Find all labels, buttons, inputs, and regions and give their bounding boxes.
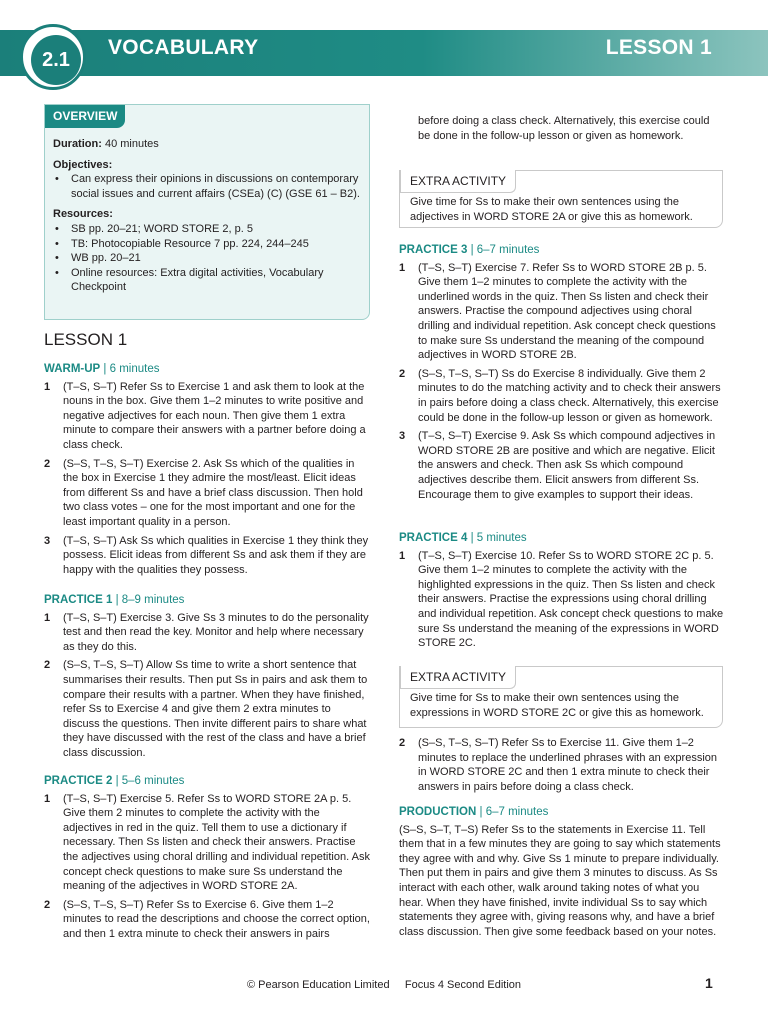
resources-label: Resources: bbox=[53, 208, 113, 221]
page-number: 1 bbox=[705, 975, 713, 991]
overview-tab: OVERVIEW bbox=[45, 105, 125, 128]
list-item: 2 (S–S, T–S, S–T) Ss do Exercise 8 individually. Give them 2 minutes to do the matching activity and to check their answers in pairs before doing a class check. Alternatively, this exercise could be done in the follow-up lesson or given as homework. bbox=[399, 367, 721, 424]
practice3-section: PRACTICE 3 | 6–7 minutes 1 (T–S, S–T) Exercise 7. Refer Ss to WORD STORE 2B p. 5. Give them 1–2 minutes to complete the activity with the underlined words in the quiz. Then Ss listen and check their answers. Practise the compound adjectives using choral drilling and individual repetition. Ask concept check questions to make sure Ss understand the meaning of the compound adjectives in WORD STORE 2B. 2 (S–S, T–S, S–T) Ss do Exercise 8 individually. Give them 2 minutes to do the matching activity and to check their answers in pairs before doing a class check. Alternatively, this exercise could be done in the follow-up lesson or given as homework. 3 (T–S, S–T) Exercise 9. Ask Ss which compound adjectives in WORD STORE 2B are positive and which are negative. Elicit the answers and check. Then ask Ss which compound adjectives describe them. Elicit answers from different Ss. Encourage them to give examples to support their ideas. bbox=[399, 243, 725, 506]
lesson-label: LESSON 1 bbox=[605, 36, 712, 59]
practice4-section: PRACTICE 4 | 5 minutes 1 (T–S, S–T) Exercise 10. Refer Ss to WORD STORE 2C p. 5. Give them 1–2 minutes to complete the activity with the highlighted expressions in the quiz. Then Ss listen and check their answers. Practise the expressions using choral drilling and individual repetition. Ask concept check questions to make sure Ss understand the meaning of the expressions in WORD STORE 2C. bbox=[399, 532, 724, 650]
list-item: • TB: Photocopiable Resource 7 pp. 224, 244–245 bbox=[53, 237, 363, 252]
list-item: 3 (T–S, S–T) Ask Ss which qualities in Exercise 1 they think they possess. Elicit ideas from different Ss and ask them if they are happy with the qualities they possess. bbox=[44, 534, 369, 576]
list-item: 2 (S–S, T–S, S–T) Exercise 2. Ask Ss which of the qualities in the box in Exercise 1 they admire the most/least. Elicit ideas from different Ss and have a brief class discussion. Then hold two class votes – one for the most important and one for the least important quality in a person. bbox=[44, 457, 363, 528]
badge-number: 2.1 bbox=[31, 35, 81, 85]
production-text: (S–S, S–T, T–S) Refer Ss to the statements in Exercise 11. Tell them that in a few minutes they are going to say which statements they agree with and why. Give Ss 1 minute to prepare individually. Then put them in pairs and give them 3 minutes to discuss. As Ss interact with each other, walk around taking notes of what you hear. When they have finished, invite individual Ss to say which statements they agree with, giving reasons why, and have a brief class discussion. Then give some feedback based on your notes. bbox=[399, 823, 721, 938]
list-item: 3 (T–S, S–T) Exercise 9. Ask Ss which compound adjectives in WORD STORE 2B are positive and which are negative. Elicit the answers and check. Then ask Ss which compound adjectives describe them. Elicit answers from different Ss. Encourage them to give examples to support their ideas. bbox=[399, 430, 716, 501]
extra-activity-text: Give time for Ss to make their own sentences using the expressions in WORD STORE 2C or give this as homework. bbox=[410, 692, 704, 719]
production-section: PRODUCTION | 6–7 minutes (S–S, S–T, T–S) Refer Ss to the statements in Exercise 11. Tell them that in a few minutes they are going to say which statements they agree with and why. Give Ss 1 minute to prepare individually. Then put them in pairs and give them 3 minutes to discuss. As Ss interact with each other, walk around taking notes of what you hear. When they have finished, invite individual Ss to say which statements they agree with, giving reasons why, and have a brief class discussion. Then give some feedback based on your notes. bbox=[399, 805, 725, 939]
list-item: 1 (T–S, S–T) Refer Ss to Exercise 1 and ask them to look at the nouns in the box. Give them 1–2 minutes to write positive and negative adjectives for each noun. Then give them 1 extra minute to compare their answers with a partner before doing a class check. bbox=[44, 380, 366, 451]
footer-credit: © Pearson Education Limited Focus 4 Second Edition bbox=[246, 979, 522, 991]
list-item: 2 (S–S, T–S, S–T) Refer Ss to Exercise 6. Give them 1–2 minutes to read the descriptions and choose the correct option, and then 1 extra minute to check their answers in pairs bbox=[44, 898, 370, 940]
resources-list bbox=[53, 222, 363, 295]
lesson-badge bbox=[20, 24, 96, 90]
extra-activity-text: Give time for Ss to make their own sentences using the adjectives in WORD STORE 2A or give this as homework. bbox=[410, 196, 693, 223]
list-item: • Can express their opinions in discussions on contemporary social issues and current affairs (CSEa) (C) (GSE 61 – B2). bbox=[53, 172, 363, 201]
list-item: 1 (T–S, S–T) Exercise 7. Refer Ss to WORD STORE 2B p. 5. Give them 1–2 minutes to complete the activity with the underlined words in the quiz. Then Ss listen and check their answers. Practise the compound adjectives using choral drilling and individual repetition. Ask concept check questions to make sure Ss understand the meaning of the compound adjectives in WORD STORE 2B. bbox=[399, 261, 716, 362]
objectives-list bbox=[53, 172, 363, 201]
continued-text: before doing a class check. Alternatively, this exercise could be done in the follow-up lesson or given as homework. bbox=[418, 115, 710, 142]
list-item: 2 (S–S, T–S, S–T) Allow Ss time to write a short sentence that summarises their results. Then put Ss in pairs and ask them to compare their results with a partner. When they have finished, refer Ss to Exercise 4 and give them 2 extra minutes to discuss the questions. Then invite different pairs to share what they have discussed with the rest of the class and have a brief class discussion. bbox=[44, 659, 368, 759]
list-item: 1 (T–S, S–T) Exercise 10. Refer Ss to WORD STORE 2C p. 5. Give them 1–2 minutes to complete the activity with the highlighted expressions in the quiz. Then Ss listen and check their answers. Practise the expressions using choral drilling and individual repetition. Ask concept check questions to make sure Ss understand the meaning of the expressions in WORD STORE 2C. bbox=[399, 549, 724, 650]
practice2-section: PRACTICE 2 | 5–6 minutes 1 (T–S, S–T) Exercise 5. Refer Ss to WORD STORE 2A p. 5. Give them 2 minutes to complete the activity with the adjectives in red in the quiz. Tell them to use a dictionary if necessary. Then Ss listen and check their answers. Practise the adjectives using choral drilling and individual repetition. Ask concept check questions to make sure Ss understand the meaning of the adjectives in WORD STORE 2A. 2 (S–S, T–S, S–T) Refer Ss to Exercise 6. Give them 1–2 minutes to read the descriptions and choose the correct option, and then 1 extra minute to check their answers in pairs bbox=[44, 775, 370, 940]
list-item: • SB pp. 20–21; WORD STORE 2, p. 5 bbox=[53, 222, 363, 237]
objectives-label: Objectives: bbox=[53, 158, 113, 171]
extra-activity-box-2 bbox=[399, 666, 723, 728]
extra-activity-box bbox=[399, 170, 723, 228]
lesson-heading: LESSON 1 bbox=[44, 330, 128, 349]
overview-box bbox=[44, 104, 370, 320]
list-item: 2 (S–S, T–S, S–T) Refer Ss to Exercise 11. Give them 1–2 minutes to replace the underlined phrases with an expression in WORD STORE 2C and then 1 extra minute to check their answers in pairs before doing a class check. bbox=[399, 737, 718, 793]
practice4-item2 bbox=[399, 736, 725, 798]
section-title: VOCABULARY bbox=[108, 36, 259, 59]
duration: Duration: 40 minutes bbox=[53, 138, 159, 150]
list-item: 1 (T–S, S–T) Exercise 3. Give Ss 3 minutes to do the personality test and then read the key. Monitor and help where necessary as they do this. bbox=[44, 611, 369, 653]
list-item: • Online resources: Extra digital activities, Vocabulary Checkpoint bbox=[53, 266, 363, 295]
warmup-section: WARM-UP | 6 minutes 1 (T–S, S–T) Refer Ss to Exercise 1 and ask them to look at the nouns in the box. Give them 1–2 minutes to write positive and negative adjectives for each noun. Then give them 1 extra minute to compare their answers with a partner before doing a class check. 2 (S–S, T–S, S–T) Exercise 2. Ask Ss which of the qualities in the box in Exercise 1 they admire the most/least. Elicit ideas from different Ss and have a brief class discussion. Then hold two class votes – one for the most important and one for the least important quality in a person. 3 (T–S, S–T) Ask Ss which qualities in Exercise 1 they think they possess. Elicit ideas from different Ss and ask them if they are happy with the qualities they possess. bbox=[44, 363, 369, 576]
list-item: • WB pp. 20–21 bbox=[53, 251, 363, 266]
list-item: 1 (T–S, S–T) Exercise 5. Refer Ss to WORD STORE 2A p. 5. Give them 2 minutes to complete the activity with the adjectives in red in the quiz. Tell them to use a dictionary if necessary. Then Ss listen and check their answers. Practise the adjectives using choral drilling and individual repetition. Ask concept check questions to make sure Ss understand the meaning of the adjectives in WORD STORE 2A. bbox=[44, 792, 370, 893]
extra-activity-tab: EXTRA ACTIVITY bbox=[400, 666, 516, 689]
extra-activity-tab: EXTRA ACTIVITY bbox=[400, 170, 516, 193]
practice1-section: PRACTICE 1 | 8–9 minutes 1 (T–S, S–T) Exercise 3. Give Ss 3 minutes to do the personality test and then read the key. Monitor and help where necessary as they do this. 2 (S–S, T–S, S–T) Allow Ss time to write a short sentence that summarises their results. Then put Ss in pairs and ask them to compare their results with a partner. When they have finished, refer Ss to Exercise 4 and give them 2 extra minutes to discuss the questions. Then invite different pairs to share what they have discussed with the rest of the class and have a brief class discussion. bbox=[44, 594, 369, 759]
